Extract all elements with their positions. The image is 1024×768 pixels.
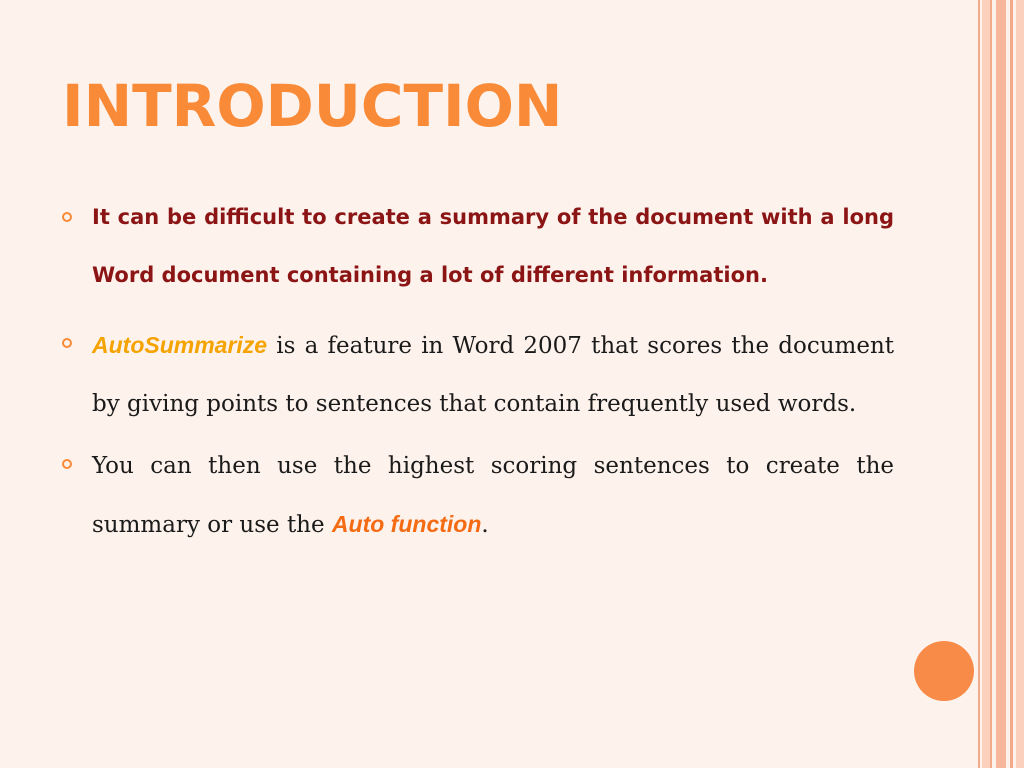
bullet-item [62,316,894,433]
bullet-circle-icon [62,212,72,222]
decorative-stripe [1010,0,1013,768]
bullet-text: is a feature in Word 2007 that scores the document by giving points to sentences that contain frequently used words. [92,333,894,417]
bullet-text-end: . [481,512,489,538]
bullet-circle-icon [62,338,72,348]
bullet-text: It can be difficult to create a summary of the document with a long Word document containing a lot of different information. [92,205,894,287]
decorative-circle [914,641,974,701]
decorative-stripe [996,0,1006,768]
decorative-stripe [990,0,992,768]
auto-function-highlight: Auto function [331,511,482,537]
bullet-list [62,188,894,566]
decorative-stripe [978,0,980,768]
bullet-item [62,437,894,554]
bullet-text: You can then use the highest scoring sentences to create the summary or use the [92,453,894,538]
slide-title: INTRODUCTION [62,72,563,140]
bullet-item [62,188,894,304]
decorative-stripe [982,0,990,768]
bullet-circle-icon [62,459,72,469]
decorative-stripe [1016,0,1024,768]
autosummarize-highlight: AutoSummarize [92,332,268,358]
